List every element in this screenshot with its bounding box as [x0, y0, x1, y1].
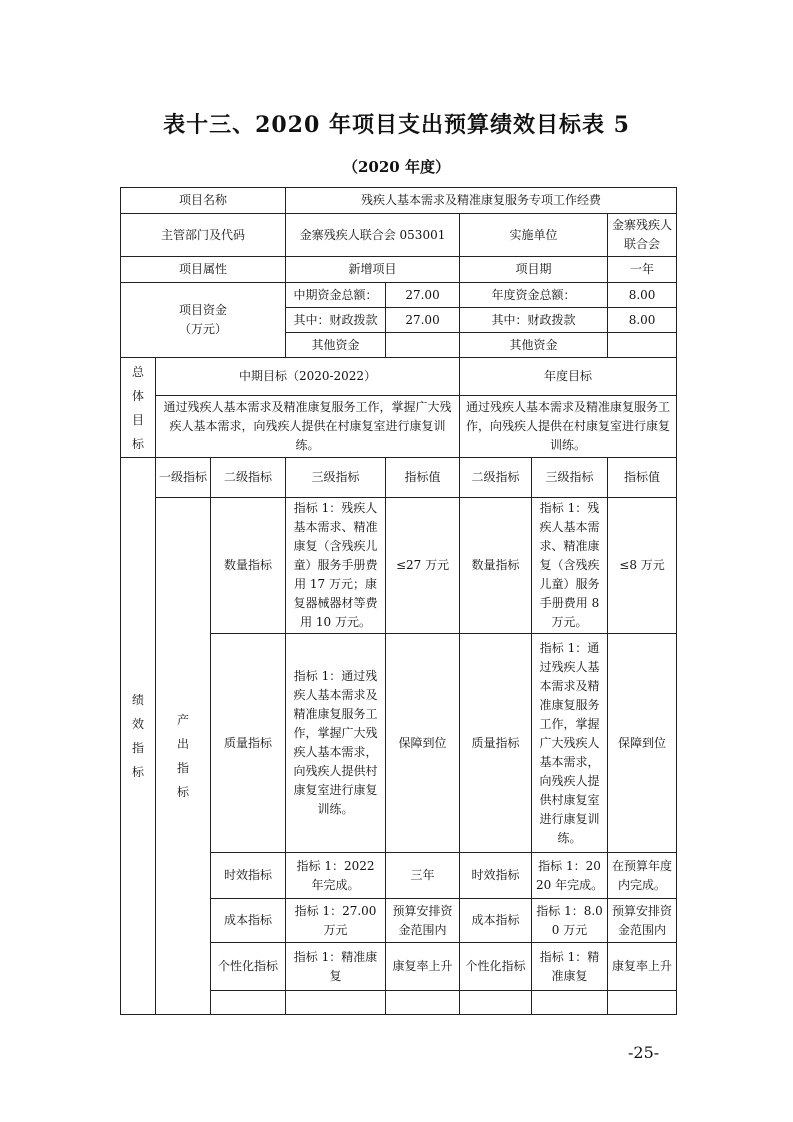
annual-level3-cell: 指标 1：精准康复	[532, 943, 608, 991]
header-level3-annual: 三级指标	[532, 458, 608, 498]
annual-value-cell: 保障到位	[608, 634, 677, 853]
annual-value-cell: ≤8 万元	[608, 498, 677, 634]
funds-label: 项目资金 （万元）	[121, 283, 286, 358]
attr-value: 新增项目	[286, 257, 460, 283]
mid-fiscal-value: 27.00	[386, 308, 460, 333]
performance-target-table	[120, 187, 677, 1015]
mid-level3-cell: 指标 1：精准康复	[286, 943, 386, 991]
mid-value-cell: ≤27 万元	[386, 498, 460, 634]
mid-value-cell: 保障到位	[386, 634, 460, 853]
annual-value-cell: 在预算年度内完成。	[608, 853, 677, 899]
project-name-value: 残疾人基本需求及精准康复服务专项工作经费	[286, 188, 677, 214]
mid-goal-text: 通过残疾人基本需求及精准康复服务工作，掌握广大残疾人基本需求，向残疾人提供在村康复室进行康复训练。	[156, 396, 460, 458]
empty-cell	[211, 991, 286, 1015]
dept-label: 主管部门及代码	[121, 214, 286, 257]
level2-annual-cell: 质量指标	[460, 634, 532, 853]
annual-other-value	[608, 333, 677, 358]
empty-cell	[286, 991, 386, 1015]
mid-total-label: 中期资金总额：	[286, 283, 386, 308]
annual-goal-header: 年度目标	[460, 358, 677, 396]
header-level1: 一级指标	[156, 458, 211, 498]
mid-value-cell: 康复率上升	[386, 943, 460, 991]
annual-total-value: 8.00	[608, 283, 677, 308]
annual-level3-cell: 指标 1：8.00 万元	[532, 899, 608, 943]
impl-unit-value: 金寨残疾人联合会	[608, 214, 677, 257]
period-value: 一年	[608, 257, 677, 283]
annual-value-cell: 预算安排资金范围内	[608, 899, 677, 943]
header-level2-annual: 二级指标	[460, 458, 532, 498]
page-title: 表十三、2020 年项目支出预算绩效目标表 5	[163, 112, 630, 138]
perf-label: 绩 效 指 标	[121, 458, 156, 1015]
mid-other-label: 其他资金	[286, 333, 386, 358]
annual-fiscal-label: 其中：财政拨款	[460, 308, 608, 333]
empty-cell	[460, 991, 532, 1015]
header-value: 指标值	[386, 458, 460, 498]
level2-annual-cell: 数量指标	[460, 498, 532, 634]
annual-other-label: 其他资金	[460, 333, 608, 358]
header-value-annual: 指标值	[608, 458, 677, 498]
attr-label: 项目属性	[121, 257, 286, 283]
mid-level3-cell: 指标 1：2022 年完成。	[286, 853, 386, 899]
level2-annual-cell: 时效指标	[460, 853, 532, 899]
mid-other-value	[386, 333, 460, 358]
mid-total-value: 27.00	[386, 283, 460, 308]
mid-goal-header: 中期目标（2020-2022）	[156, 358, 460, 396]
annual-level3-cell: 指标 1：通过残疾人基本需求及精准康复服务工作，掌握广大残疾人基本需求，向残疾人提供村康复室进行康复训练。	[532, 634, 608, 853]
project-name-label: 项目名称	[121, 188, 286, 214]
impl-unit-label: 实施单位	[460, 214, 608, 257]
level2-cell: 个性化指标	[211, 943, 286, 991]
mid-value-cell: 预算安排资金范围内	[386, 899, 460, 943]
annual-value-cell: 康复率上升	[608, 943, 677, 991]
level2-cell: 成本指标	[211, 899, 286, 943]
empty-cell	[386, 991, 460, 1015]
level2-annual-cell: 个性化指标	[460, 943, 532, 991]
period-label: 项目期	[460, 257, 608, 283]
empty-cell	[608, 991, 677, 1015]
level2-annual-cell: 成本指标	[460, 899, 532, 943]
level2-cell: 时效指标	[211, 853, 286, 899]
page-subtitle: （2020 年度）	[343, 158, 450, 176]
mid-level3-cell: 指标 1：27.00 万元	[286, 899, 386, 943]
header-level3: 三级指标	[286, 458, 386, 498]
annual-level3-cell: 指标 1：残疾人基本需求、精准康复（含残疾儿童）服务手册费用 8 万元。	[532, 498, 608, 634]
annual-total-label: 年度资金总额：	[460, 283, 608, 308]
mid-level3-cell: 指标 1：残疾人基本需求、精准康复（含残疾儿童）服务手册费用 17 万元；康复器械器材等费用 10 万元。	[286, 498, 386, 634]
header-level2: 二级指标	[211, 458, 286, 498]
overall-goal-label: 总 体 目 标	[121, 358, 156, 458]
level2-cell: 数量指标	[211, 498, 286, 634]
mid-level3-cell: 指标 1：通过残疾人基本需求及精准康复服务工作，掌握广大残疾人基本需求，向残疾人提供村康复室进行康复训练。	[286, 634, 386, 853]
mid-fiscal-label: 其中：财政拨款	[286, 308, 386, 333]
mid-value-cell: 三年	[386, 853, 460, 899]
level2-cell: 质量指标	[211, 634, 286, 853]
annual-fiscal-value: 8.00	[608, 308, 677, 333]
annual-goal-text: 通过残疾人基本需求及精准康复服务工作，向残疾人提供在村康复室进行康复训练。	[460, 396, 677, 458]
page-number: -25-	[628, 1043, 660, 1062]
empty-cell	[532, 991, 608, 1015]
output-label: 产 出 指 标	[156, 498, 211, 1015]
annual-level3-cell: 指标 1：2020 年完成。	[532, 853, 608, 899]
dept-value: 金寨残疾人联合会 053001	[286, 214, 460, 257]
table-row	[121, 498, 677, 634]
